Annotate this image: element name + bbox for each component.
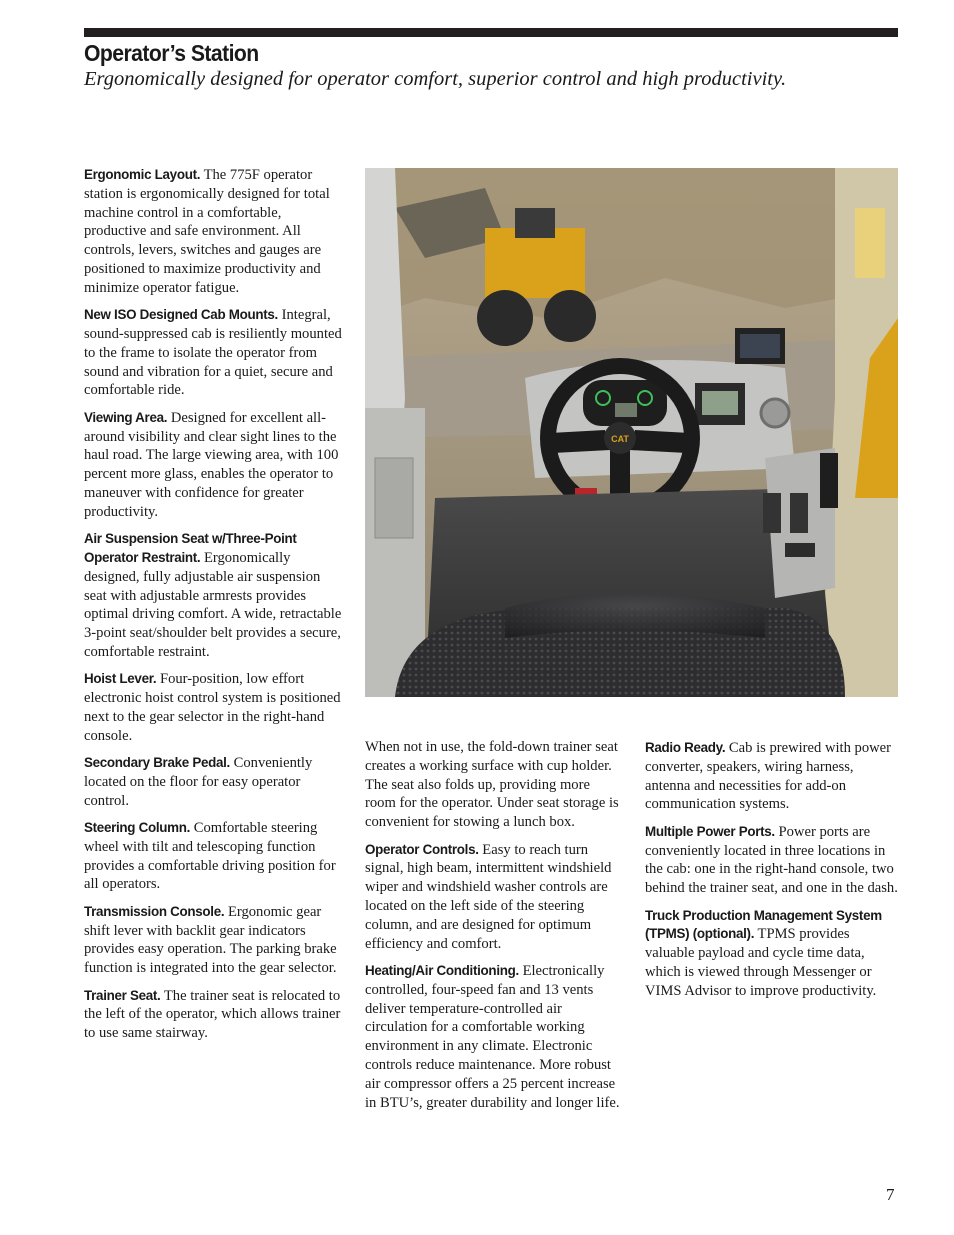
feature-body: Power ports are conveniently located in three locations in the cab: one in the right-hand console, two behind the trainer seat, and one in the dash. <box>645 823 898 897</box>
feature-paragraph <box>645 739 900 814</box>
feature-heading: New ISO Designed Cab Mounts. <box>84 307 278 323</box>
feature-heading: Hoist Lever. <box>84 671 157 687</box>
feature-heading: Multiple Power Ports. <box>645 823 775 839</box>
text-column-right <box>645 739 900 1009</box>
feature-heading: Ergonomic Layout. <box>84 167 201 182</box>
feature-heading: Truck Production Management System (TPMS) (optional). <box>645 907 882 942</box>
feature-paragraph <box>84 819 342 894</box>
feature-body: Ergonomic gear shift lever with backlit gear indicators provides easy operation. The parking brake function is integrated into the gear selector. <box>84 903 337 977</box>
feature-heading: Air Suspension Seat w/Three-Point Operator Restraint. <box>84 531 297 565</box>
feature-heading: Transmission Console. <box>84 903 225 919</box>
feature-paragraph <box>84 754 342 810</box>
feature-body: TPMS provides valuable payload and cycle time data, which is viewed through Messenger or VIMS Advisor to improve productivity. <box>645 926 877 999</box>
gear-selector <box>820 453 838 508</box>
page-title: Operator’s Station <box>84 40 259 66</box>
feature-heading: Trainer Seat. <box>84 987 161 1003</box>
feature-body: Electronically controlled, four-speed fan and 13 vents deliver temperature-controlled air circulation for a comfortable working environment in any climate. Electronic controls reduce maintenance. More robust air compressor offers a 25 percent increase in BTU’s, greater durability and longer life. <box>365 962 620 1111</box>
feature-body: Integral, sound-suppressed cab is resiliently mounted to the frame to isolate the operator from sound and vibration for a quiet, secure and comfortable ride. <box>84 307 342 399</box>
feature-paragraph <box>84 670 342 745</box>
feature-body: Cab is prewired with power converter, speakers, wiring harness, antenna and necessities for add-on communication systems. <box>645 740 892 813</box>
text-column-left <box>84 166 342 1052</box>
feature-body: The trainer seat is relocated to the left of the operator, which allows trainer to use same stairway. <box>84 987 341 1042</box>
feature-heading: Heating/Air Conditioning. <box>365 962 519 978</box>
feature-heading: Radio Ready. <box>645 740 726 755</box>
feature-heading: Steering Column. <box>84 820 191 836</box>
feature-paragraph <box>84 987 342 1043</box>
feature-body: The 775F operator station is ergonomically designed for total machine control in a comfortable, productive and safe environment. All controls, levers, switches and gauges are positioned to maximize productivity and minimize operator fatigue. <box>84 167 330 296</box>
feature-body: Four-position, low effort electronic hoist control system is positioned next to the gear selector in the right-hand console. <box>84 671 341 744</box>
cab-interior-illustration <box>365 168 898 697</box>
feature-paragraph <box>84 166 342 298</box>
feature-heading: Operator Controls. <box>365 841 479 857</box>
feature-paragraph <box>84 903 342 978</box>
header-rule <box>84 28 898 37</box>
feature-body: Conveniently located on the floor for easy operator control. <box>84 755 313 809</box>
feature-paragraph <box>365 841 623 954</box>
feature-heading: Secondary Brake Pedal. <box>84 755 230 771</box>
feature-body: When not in use, the fold-down trainer seat creates a working surface with cup holder. The seat also folds up, providing more room for the operator. Under seat storage is convenient for stowing a lunch box. <box>365 739 619 831</box>
page-subtitle: Ergonomically designed for operator comfort, superior control and high productivity. <box>84 68 787 90</box>
cat-badge: CAT <box>611 434 629 444</box>
page-number: 7 <box>886 1185 895 1204</box>
feature-paragraph <box>84 306 342 400</box>
cab-interior-photo <box>365 168 898 697</box>
feature-body: Comfortable steering wheel with tilt and telescoping function provides a comfortable driving position for all operators. <box>84 820 336 893</box>
feature-paragraph <box>365 962 623 1112</box>
warning-label <box>855 208 885 278</box>
feature-paragraph <box>645 823 900 898</box>
text-column-middle <box>365 738 623 1121</box>
feature-paragraph <box>365 738 623 832</box>
feature-paragraph <box>84 409 342 522</box>
feature-paragraph <box>84 530 342 662</box>
feature-body: Designed for excellent all-around visibility and clear sight lines to the haul road. The large viewing area, with 100 percent more glass, enables the operator to maneuver with confidence for greater productivity. <box>84 409 339 520</box>
feature-paragraph <box>645 907 900 1001</box>
feature-heading: Viewing Area. <box>84 409 168 425</box>
feature-body: Easy to reach turn signal, high beam, intermittent windshield wiper and windshield washer controls are located on the left side of the steering column, and are designed for optimum efficiency and comfort. <box>365 841 612 952</box>
feature-body: Ergonomically designed, fully adjustable air suspension seat with adjustable armrests provides optimal driving comfort. A wide, retractable 3-point seat/shoulder belt provides a secure, comfortable restraint. <box>84 549 342 660</box>
